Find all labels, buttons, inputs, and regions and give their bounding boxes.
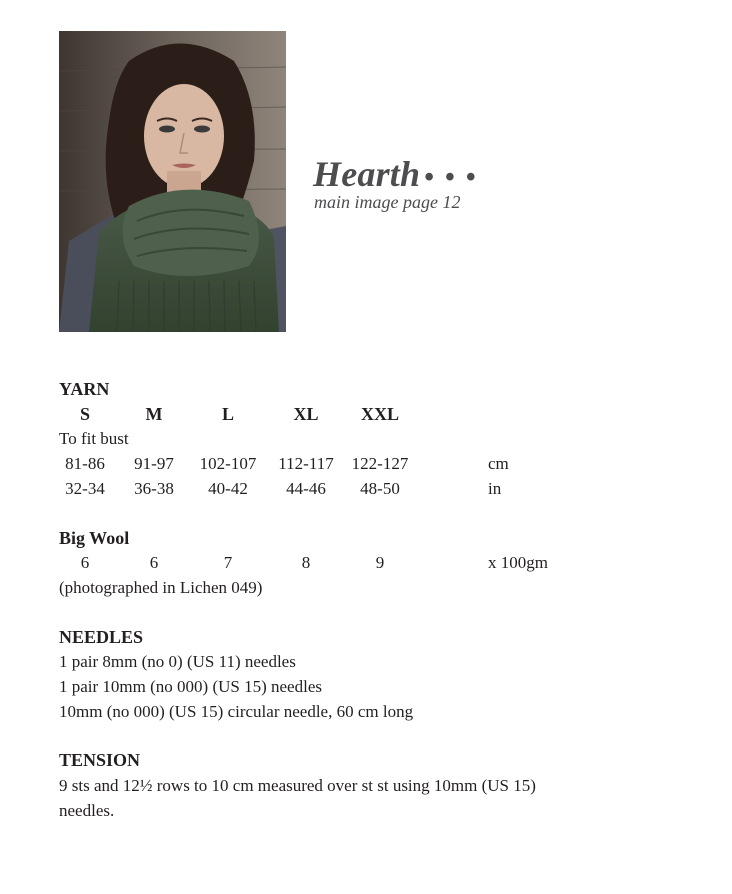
bust-in-l: 40-42 — [208, 479, 248, 498]
ball-weight: x 100gm — [488, 553, 548, 572]
size-xxl: XXL — [360, 404, 400, 424]
balls-xl: 8 — [301, 553, 311, 572]
bust-cm-l: 102-107 — [199, 454, 257, 473]
size-xl: XL — [293, 404, 319, 424]
fit-bust-label: To fit bust — [59, 429, 129, 448]
bust-cm-m: 91-97 — [134, 454, 174, 473]
pattern-photo — [59, 31, 286, 332]
bust-cm-xxl: 122-127 — [351, 454, 409, 473]
tension-heading: TENSION — [59, 750, 141, 770]
unit-in: in — [488, 479, 502, 498]
balls-l: 7 — [223, 553, 233, 572]
needles-line: 1 pair 10mm (no 000) (US 15) needles — [59, 677, 322, 696]
bust-cm-xl: 112-117 — [278, 454, 334, 473]
needles-heading: NEEDLES — [59, 627, 144, 647]
pattern-title — [313, 153, 478, 195]
pattern-title-text: Hearth — [313, 154, 421, 194]
big-wool-heading: Big Wool — [59, 528, 130, 548]
bust-in-xxl: 48-50 — [360, 479, 400, 498]
balls-xxl: 9 — [375, 553, 385, 572]
model-illustration — [59, 31, 286, 332]
unit-cm: cm — [488, 454, 509, 473]
size-m: M — [145, 404, 163, 424]
size-s: S — [79, 404, 91, 424]
bust-in-m: 36-38 — [134, 479, 174, 498]
pattern-subtitle: main image page 12 — [314, 192, 461, 212]
colour-note: (photographed in Lichen 049) — [59, 578, 263, 597]
needles-line: 1 pair 8mm (no 0) (US 11) needles — [59, 652, 296, 671]
bust-cm-s: 81-86 — [65, 454, 105, 473]
tension-line: 9 sts and 12½ rows to 10 cm measured over st st using 10mm (US 15) — [59, 776, 536, 795]
tension-line: needles. — [59, 801, 115, 820]
balls-s: 6 — [80, 553, 90, 572]
yarn-heading: YARN — [59, 379, 110, 399]
difficulty-dots: • • • — [424, 162, 478, 193]
bust-in-xl: 44-46 — [286, 479, 326, 498]
size-l: L — [221, 404, 235, 424]
bust-in-s: 32-34 — [65, 479, 105, 498]
needles-line: 10mm (no 000) (US 15) circular needle, 60 cm long — [59, 702, 414, 721]
balls-m: 6 — [149, 553, 159, 572]
